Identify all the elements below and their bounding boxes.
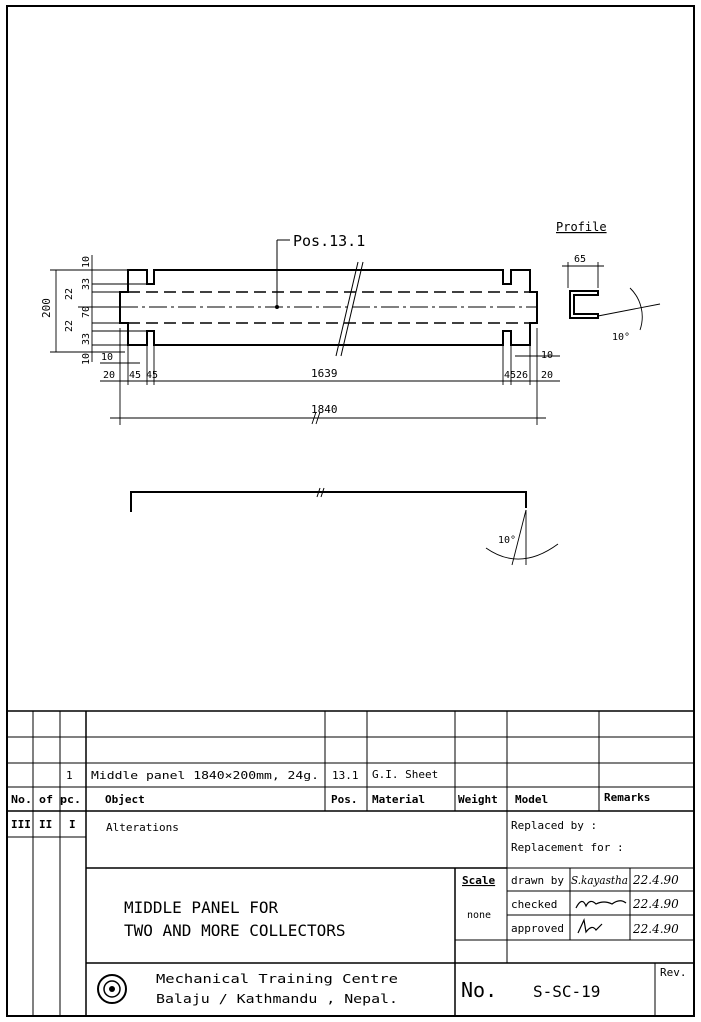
checked-label: checked	[511, 898, 558, 911]
approved-label: approved	[511, 922, 564, 935]
side-angle-label: 10°	[498, 535, 517, 546]
parts-row-no: 1	[66, 769, 73, 782]
replaced-by-label: Replaced by :	[511, 819, 598, 832]
drawing-number: S-SC-19	[533, 982, 601, 1001]
dim-height-total: 200	[40, 298, 53, 318]
parts-row-pos: 13.1	[332, 769, 359, 782]
header-object: Object	[105, 793, 145, 806]
profile-angle-label: 10°	[612, 332, 631, 343]
rev-label: Rev.	[660, 966, 687, 979]
dim-height-22-bottom: 22	[64, 319, 75, 332]
header-no-of-pc: No. of pc.	[11, 793, 81, 806]
drawn-by-label: drawn by	[511, 874, 564, 887]
parts-row-object: Middle panel 1840×200mm, 24g.	[91, 769, 319, 782]
scale-value: none	[467, 910, 492, 921]
parts-row-material: G.I. Sheet	[372, 768, 439, 781]
header-material: Material	[372, 793, 425, 806]
dim-width-20-left: 20	[103, 370, 116, 381]
dim-width-20-right: 20	[541, 370, 554, 381]
header-remarks: Remarks	[604, 791, 651, 804]
title-line-2: TWO AND MORE COLLECTORS	[124, 921, 346, 940]
approved-date: 22.4.90	[633, 922, 679, 936]
org-address: Balaju / Kathmandu , Nepal.	[156, 992, 398, 1006]
dim-height-22-top: 22	[64, 287, 75, 300]
dim-height-70: 70	[81, 305, 92, 318]
header-pos: Pos.	[331, 793, 358, 806]
profile-section	[562, 262, 660, 330]
dim-height-10-top: 10	[81, 255, 92, 268]
profile-width-dim: 65	[574, 254, 587, 265]
org-name: Mechanical Training Centre	[156, 972, 398, 986]
drawn-by-name: S.kayastha	[571, 874, 628, 887]
sheet-border	[7, 6, 694, 1016]
checked-date: 22.4.90	[633, 897, 679, 911]
header-model: Model	[515, 793, 549, 806]
header-weight: Weight	[458, 793, 498, 806]
drawing-no-label: No.	[461, 978, 498, 1002]
dim-width-26: 26	[516, 370, 529, 381]
title-line-1: MIDDLE PANEL FOR	[124, 898, 279, 917]
dim-width-45-left: 45	[129, 370, 142, 381]
panel-front-view	[120, 262, 537, 356]
rev-mark-1: I	[69, 818, 76, 831]
dim-width-10-right: 10	[541, 350, 554, 361]
rev-mark-3: III	[11, 818, 31, 831]
dim-height-33-bottom: 33	[81, 332, 92, 345]
dim-height-33-top: 33	[81, 277, 92, 290]
position-label: Pos.13.1	[293, 232, 366, 250]
dim-width-45-right: 45	[504, 370, 516, 381]
scale-label: Scale	[462, 874, 496, 887]
drawn-by-date: 22.4.90	[633, 873, 679, 887]
profile-label: Profile	[556, 220, 607, 234]
panel-side-view	[131, 488, 558, 565]
checked-signature	[576, 901, 626, 908]
alterations-label: Alterations	[106, 821, 179, 834]
org-logo	[98, 975, 126, 1003]
position-leader	[276, 240, 291, 309]
replacement-for-label: Replacement for :	[511, 841, 624, 854]
rev-mark-2: II	[39, 818, 53, 831]
dim-width-10-left: 10	[101, 352, 114, 363]
dim-width-1840: 1840	[311, 403, 338, 416]
dim-width-1639: 1639	[311, 367, 338, 380]
dim-height-10-bottom: 10	[81, 352, 92, 365]
dim-width-45-left-b: 45	[146, 370, 158, 381]
approved-signature	[578, 920, 602, 933]
